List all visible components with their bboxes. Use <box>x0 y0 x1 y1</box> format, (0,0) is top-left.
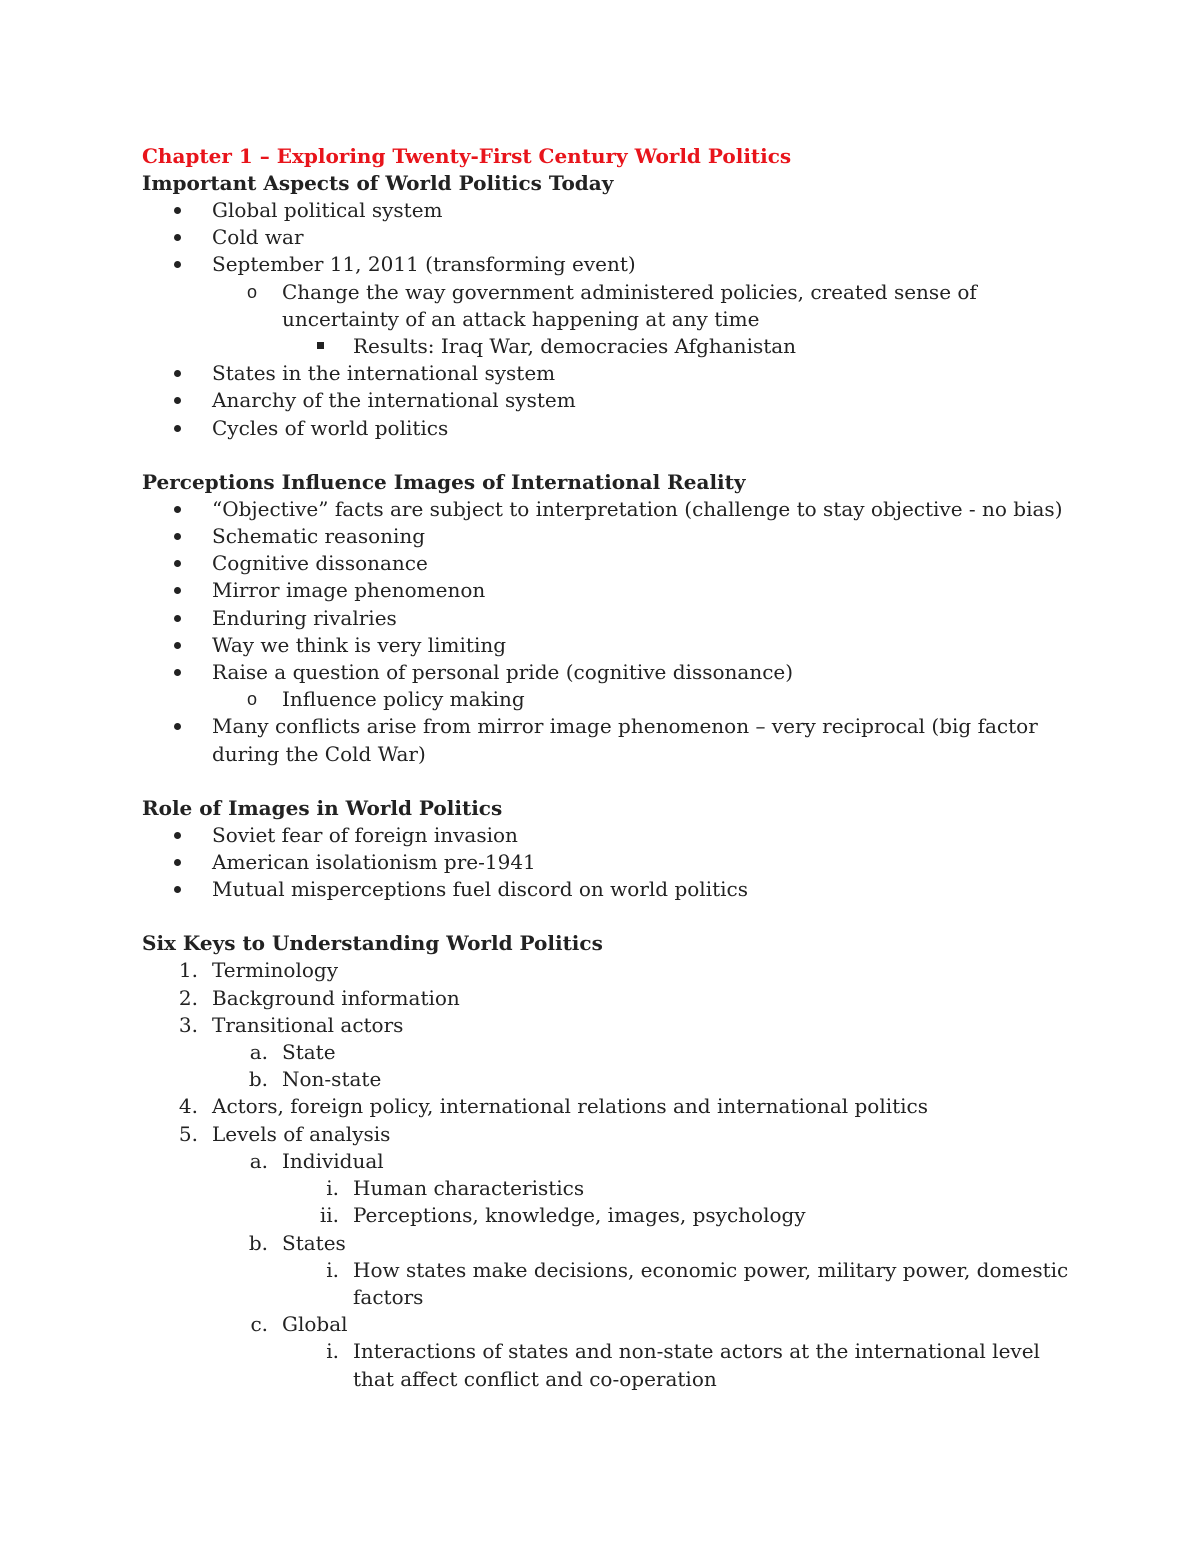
bullet-dot-icon <box>174 533 181 540</box>
list-item: i. How states make decisions, economic power, military power, domestic factors <box>353 1257 1080 1311</box>
list-item: 1. Terminology <box>212 957 1080 984</box>
list-item: American isolationism pre-1941 <box>212 849 1080 876</box>
numbered-list <box>142 957 1080 1392</box>
list-letter: a. <box>249 1148 268 1173</box>
circle-bullet-icon: o <box>247 281 258 302</box>
bullet-dot-icon <box>174 370 181 377</box>
list-item: a. Individual <box>282 1148 1080 1175</box>
bullet-dot-icon <box>174 669 181 676</box>
list-item: Anarchy of the international system <box>212 387 1080 414</box>
list-item: States in the international system <box>212 360 1080 387</box>
list-roman: i. <box>326 1257 339 1282</box>
list-item: c. Global <box>282 1311 1080 1338</box>
list-roman: ii. <box>319 1203 339 1228</box>
list-item: Way we think is very limiting <box>212 632 1080 659</box>
bullet-dot-icon <box>174 506 181 513</box>
square-bullet-icon <box>317 342 324 349</box>
bullet-dot-icon <box>174 642 181 649</box>
bullet-dot-icon <box>174 425 181 432</box>
section-role-of-images <box>142 795 1080 904</box>
list-item: a. State <box>282 1039 1080 1066</box>
bullet-dot-icon <box>174 859 181 866</box>
list-item: 5. Levels of analysis <box>212 1121 1080 1148</box>
bullet-dot-icon <box>174 723 181 730</box>
list-letter: b. <box>248 1230 268 1255</box>
list-item: Soviet fear of foreign invasion <box>212 822 1080 849</box>
bullet-dot-icon <box>174 560 181 567</box>
list-number: 1. <box>178 958 198 983</box>
list-item: i. Interactions of states and non-state actors at the international level that affect conflict and co-operation <box>353 1338 1080 1392</box>
list-item: Mirror image phenomenon <box>212 577 1080 604</box>
list-item: Cycles of world politics <box>212 415 1080 442</box>
list-item: b. States <box>282 1230 1080 1257</box>
bullet-dot-icon <box>174 397 181 404</box>
list-item: ii. Perceptions, knowledge, images, psychology <box>353 1202 1080 1229</box>
section-six-keys <box>142 930 1080 1392</box>
list-letter: a. <box>249 1040 268 1065</box>
list-item: Cognitive dissonance <box>212 550 1080 577</box>
bullet-list <box>142 822 1080 904</box>
list-item: Mutual misperceptions fuel discord on world politics <box>212 876 1080 903</box>
list-item: Global political system <box>212 197 1080 224</box>
section-heading: Role of Images in World Politics <box>142 795 503 820</box>
section-heading: Important Aspects of World Politics Today <box>142 171 614 195</box>
list-item: 3. Transitional actors <box>212 1012 1080 1039</box>
list-item: Many conflicts arise from mirror image phenomenon – very reciprocal (big factor during the Cold War) <box>212 713 1080 767</box>
chapter-title: Chapter 1 – Exploring Twenty-First Century World Politics <box>142 144 792 168</box>
list-number: 5. <box>178 1121 198 1146</box>
list-item: Raise a question of personal pride (cognitive dissonance) <box>212 659 1080 686</box>
list-item: Cold war <box>212 224 1080 251</box>
bullet-dot-icon <box>174 234 181 241</box>
section-heading: Six Keys to Understanding World Politics <box>142 931 603 956</box>
list-roman: i. <box>326 1339 339 1364</box>
bullet-list <box>142 496 1080 768</box>
list-roman: i. <box>326 1176 339 1201</box>
bullet-dot-icon <box>174 587 181 594</box>
list-item: b. Non-state <box>282 1066 1080 1093</box>
bullet-dot-icon <box>174 832 181 839</box>
circle-bullet-icon: o <box>247 689 258 710</box>
list-item: 4. Actors, foreign policy, international relations and international politics <box>212 1093 1080 1120</box>
list-item: Schematic reasoning <box>212 523 1080 550</box>
list-number: 4. <box>178 1094 198 1119</box>
list-item: Enduring rivalries <box>212 605 1080 632</box>
section-perceptions <box>142 469 1080 768</box>
list-letter: c. <box>250 1312 268 1337</box>
section-heading: Perceptions Influence Images of International Reality <box>142 469 746 494</box>
bullet-dot-icon <box>174 615 181 622</box>
bullet-list <box>142 197 1080 442</box>
list-item: “Objective” facts are subject to interpretation (challenge to stay objective - no bias) <box>212 496 1080 523</box>
list-item: o Change the way government administered policies, created sense of uncertainty of an attack happening at any time <box>247 279 977 331</box>
list-item: i. Human characteristics <box>353 1175 1080 1202</box>
list-item: o Influence policy making <box>282 686 1080 713</box>
section-important-aspects <box>142 170 1080 442</box>
bullet-dot-icon <box>174 886 181 893</box>
list-item: Results: Iraq War, democracies Afghanistan <box>353 333 1080 360</box>
list-number: 2. <box>178 985 198 1010</box>
list-number: 3. <box>178 1012 198 1037</box>
list-letter: b. <box>248 1067 268 1092</box>
bullet-dot-icon <box>174 207 181 214</box>
list-item: September 11, 2011 (transforming event) <box>212 251 1080 278</box>
bullet-dot-icon <box>174 261 181 268</box>
list-item: 2. Background information <box>212 985 1080 1012</box>
